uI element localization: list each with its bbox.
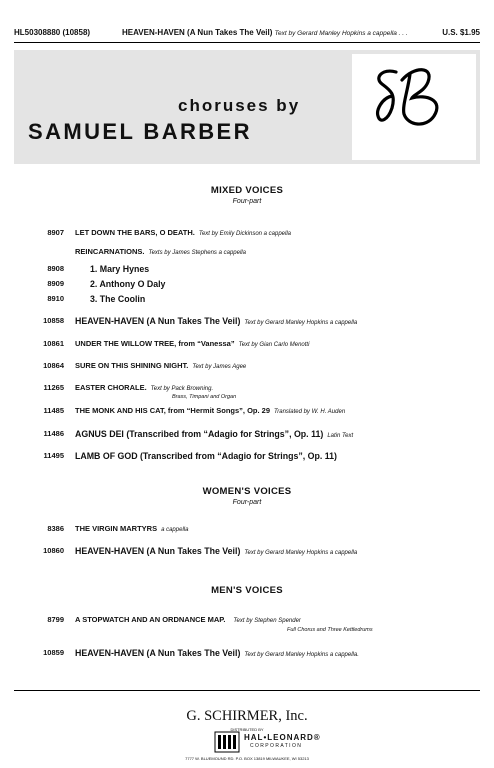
catalog-number: 10859 <box>43 648 64 657</box>
header-title-note: Text by Gerard Manley Hopkins a cappella . . . <box>274 30 408 37</box>
list-item <box>0 429 494 443</box>
hal-leonard-corporation: CORPORATION <box>250 743 303 749</box>
work-title: HEAVEN-HAVEN (A Nun Takes The Veil) Text by Gerard Manley Hopkins a cappella. <box>75 648 359 658</box>
work-note: Text by Gerard Manley Hopkins a cappella <box>244 320 358 326</box>
work-title: A STOPWATCH AND AN ORDNANCE MAP. Text by Stephen Spender <box>75 615 301 624</box>
work-title: 1. Mary Hynes <box>90 264 150 274</box>
list-item <box>0 279 494 293</box>
list-item <box>0 264 494 278</box>
section-heading-women: WOMEN'S VOICES <box>202 486 292 497</box>
list-item <box>0 294 494 308</box>
catalog-number: 11265 <box>43 383 64 392</box>
catalog-number: 8909 <box>47 279 64 288</box>
work-note: Text by Gerard Manley Hopkins a cappella <box>244 550 358 556</box>
product-code: HL50308880 (10858) <box>14 28 91 37</box>
banner-composer: SAMUEL BARBER <box>28 119 252 144</box>
list-item <box>0 383 494 397</box>
distributor-address: 7777 W. BLUEMOUND RD. P.O. BOX 13819 MILWAUKEE, WI 53213 <box>185 756 309 761</box>
work-note: Text by Pack Browning. <box>150 386 214 392</box>
list-item <box>0 247 494 261</box>
list-item <box>0 228 494 242</box>
catalog-number: 10864 <box>43 361 64 370</box>
catalog-number: 8908 <box>47 264 64 273</box>
work-instrumentation: Full Chorus and Three Kettledrums <box>287 627 373 633</box>
header-title: HEAVEN-HAVEN (A Nun Takes The Veil) Text by Gerard Manley Hopkins a cappella . . . <box>122 28 408 37</box>
header-rule <box>14 42 480 43</box>
work-title: LET DOWN THE BARS, O DEATH. Text by Emily Dickinson a cappella <box>75 228 292 237</box>
list-item <box>0 316 494 330</box>
catalog-number: 10858 <box>43 316 64 325</box>
work-title: HEAVEN-HAVEN (A Nun Takes The Veil) Text by Gerard Manley Hopkins a cappella <box>75 316 358 326</box>
hal-leonard-logo-icon <box>214 731 321 753</box>
work-title: LAMB OF GOD (Transcribed from “Adagio for Strings”, Op. 11) <box>75 451 337 461</box>
work-note: Text by James Agee <box>192 364 247 370</box>
work-title: SURE ON THIS SHINING NIGHT. Text by James Agee <box>75 361 247 370</box>
price: U.S. $1.95 <box>442 28 480 37</box>
catalog-number: 8910 <box>47 294 64 303</box>
list-item <box>0 546 494 560</box>
catalog-number: 11486 <box>43 429 64 438</box>
work-title: HEAVEN-HAVEN (A Nun Takes The Veil) Text by Gerard Manley Hopkins a cappella <box>75 546 358 556</box>
list-item <box>0 361 494 375</box>
work-note: Text by Emily Dickinson a cappella <box>198 231 292 237</box>
list-item <box>0 406 494 420</box>
list-item <box>0 339 494 353</box>
catalog-number: 8386 <box>47 524 64 533</box>
catalog-number: 11485 <box>43 406 64 415</box>
catalog-number: 8799 <box>47 615 64 624</box>
hal-leonard-emblem-icon <box>214 731 240 753</box>
work-note: Texts by James Stephens a cappella <box>148 250 246 256</box>
work-title: 3. The Coolin <box>90 294 146 304</box>
section-sub-women: Four-part <box>232 499 262 506</box>
work-title: AGNUS DEI (Transcribed from “Adagio for Strings”, Op. 11) Latin Text <box>75 429 354 439</box>
publisher-name: G. SCHIRMER, Inc. <box>186 708 308 724</box>
work-instrumentation: Brass, Timpani and Organ <box>172 394 237 400</box>
work-note: Text by Stephen Spender <box>233 618 301 624</box>
work-title: REINCARNATIONS. Texts by James Stephens a cappella <box>75 247 246 256</box>
work-title: EASTER CHORALE. Text by Pack Browning. <box>75 383 214 392</box>
section-heading-mixed: MIXED VOICES <box>210 185 284 196</box>
list-item <box>0 524 494 538</box>
banner-subtitle: choruses by <box>178 96 301 115</box>
catalog-number: 10861 <box>43 339 64 348</box>
work-note: Text by Gian Carlo Menotti <box>238 342 310 348</box>
section-sub-mixed: Four-part <box>232 198 262 205</box>
catalog-number: 10860 <box>43 546 64 555</box>
sb-monogram-icon <box>352 54 476 160</box>
work-note: Translated by W. H. Auden <box>274 409 346 415</box>
catalog-number: 8907 <box>47 228 64 237</box>
work-note: Latin Text <box>327 433 354 439</box>
catalog-number: 11495 <box>43 451 64 460</box>
work-note: a cappella <box>161 527 189 533</box>
work-title: UNDER THE WILLOW TREE, from “Vanessa” Text by Gian Carlo Menotti <box>75 339 310 348</box>
section-heading-men: MEN'S VOICES <box>211 585 283 596</box>
work-title: THE VIRGIN MARTYRS a cappella <box>75 524 189 533</box>
footer-rule <box>14 690 480 691</box>
list-item <box>0 648 494 662</box>
distributed-by-label: DISTRIBUTED BY <box>230 727 264 732</box>
list-item <box>0 451 494 465</box>
hal-leonard-name: HAL•LEONARD® <box>244 733 321 742</box>
work-note: Text by Gerard Manley Hopkins a cappella. <box>244 652 359 658</box>
list-item <box>0 615 494 629</box>
work-title: THE MONK AND HIS CAT, from “Hermit Songs”, Op. 29 Translated by W. H. Auden <box>75 406 346 415</box>
work-title: 2. Anthony O Daly <box>90 279 166 289</box>
